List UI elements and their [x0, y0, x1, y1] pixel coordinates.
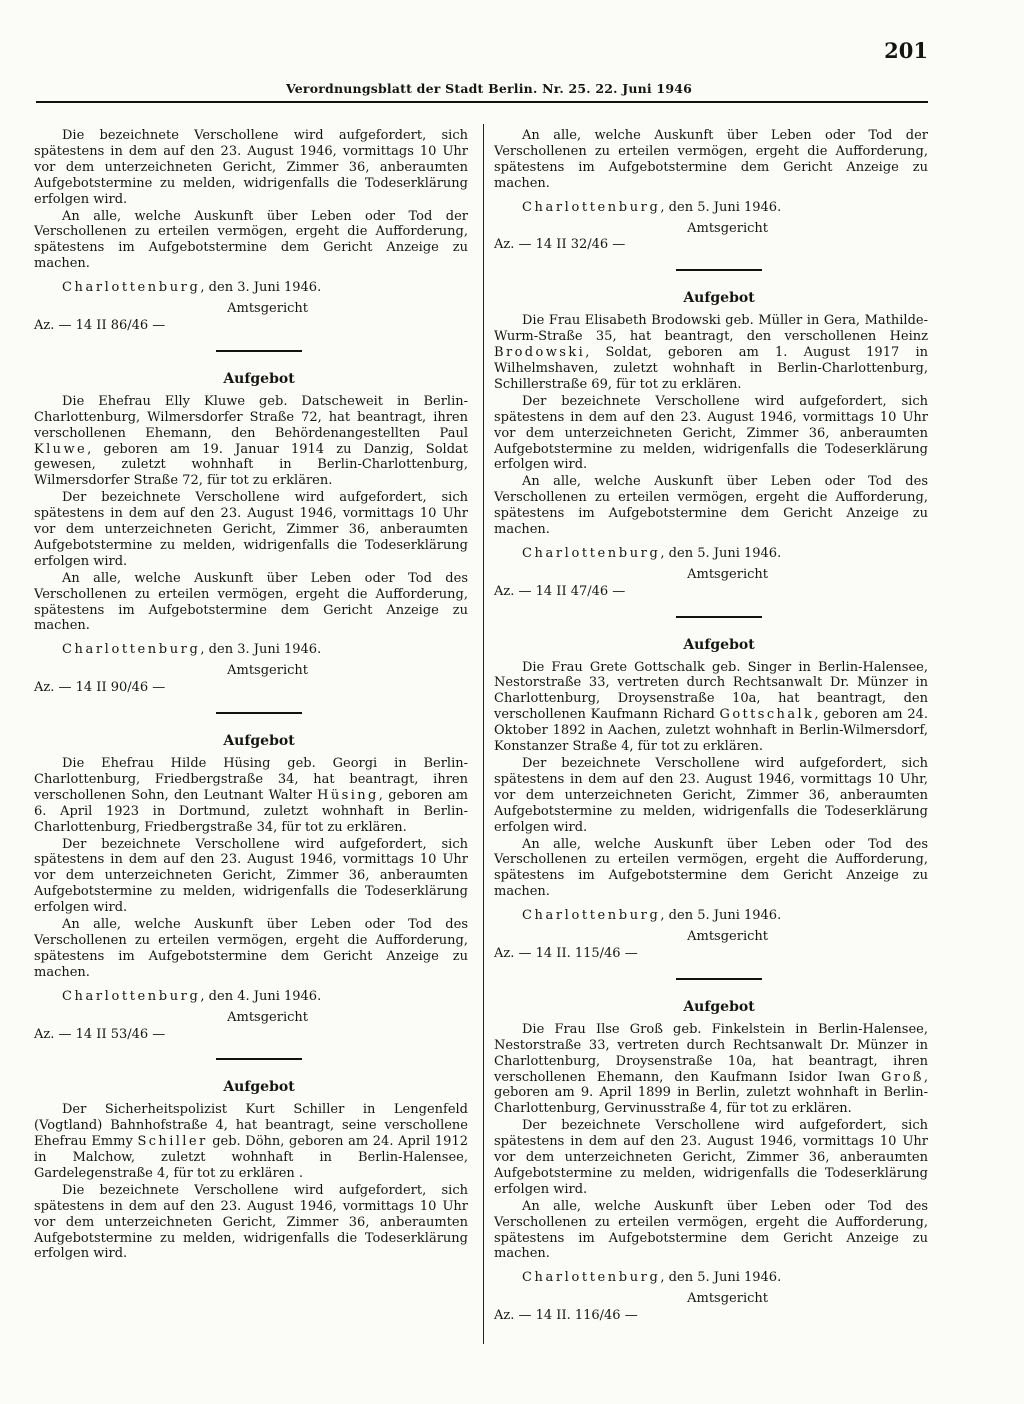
- place-name: Charlottenburg: [522, 1270, 661, 1286]
- date-line: [494, 200, 928, 216]
- court-name: Amtsgericht: [687, 566, 768, 582]
- missing-person-name: Schiller: [137, 1134, 208, 1150]
- information-paragraph: An alle, welche Auskunft über Leben oder Tod des Verschollenen zu erteilen vermögen, ergeht die Aufforderung, spätestens im Aufgebotstermine dem Gericht Anzeige zu machen.: [494, 836, 928, 900]
- notice-continuation: [34, 128, 468, 352]
- information-paragraph: An alle, welche Auskunft über Leben oder Tod des Verschollenen zu erteilen vermögen, ergeht die Aufforderung, spätestens im Aufgebotstermine dem Gericht Anzeige zu machen.: [494, 474, 928, 538]
- date-line: [34, 989, 468, 1005]
- section-rule: [676, 978, 762, 980]
- date-text: , den 5. Juni 1946.: [660, 908, 782, 924]
- summons-paragraph: Der bezeichnete Verschollene wird aufgefordert, sich spätestens in dem auf den 23. August 1946, vormittags 10 Uhr vor dem unterzeichneten Gericht, Zimmer 36, anberaumten Aufgebotstermine zu melden, widrigenfalls die Todeserklärung erfolgen wird.: [34, 490, 468, 569]
- place-name: Charlottenburg: [62, 280, 201, 296]
- information-paragraph: An alle, welche Auskunft über Leben oder Tod der Verschollenen zu erteilen vermögen, ergeht die Aufforderung, spätestens im Aufgebotstermine dem Gericht Anzeige zu machen.: [34, 208, 468, 272]
- court-name: Amtsgericht: [687, 1291, 768, 1307]
- file-reference: Az. — 14 II 53/46 —: [34, 1026, 166, 1042]
- information-paragraph: An alle, welche Auskunft über Leben oder Tod des Verschollenen zu erteilen vermögen, ergeht die Aufforderung, spätestens im Aufgebotstermine dem Gericht Anzeige zu machen.: [34, 570, 468, 634]
- place-name: Charlottenburg: [522, 545, 661, 561]
- court-name: Amtsgericht: [687, 929, 768, 945]
- section-rule: [216, 1058, 302, 1060]
- date-line: [34, 280, 468, 296]
- section-rule: [676, 269, 762, 271]
- information-paragraph: An alle, welche Auskunft über Leben oder Tod des Verschollenen zu erteilen vermögen, ergeht die Aufforderung, spätestens im Aufgebotstermine dem Gericht Anzeige zu machen.: [34, 917, 468, 980]
- petition-text: Die Ehefrau Elly Kluwe geb. Datscheweit in Berlin-Charlottenburg, Wilmersdorfer Straße 72, hat beantragt, ihren verschollenen Ehemann, den Behördenangestellten Paul: [34, 393, 468, 441]
- court-name: Amtsgericht: [227, 301, 308, 317]
- summons-paragraph: Der bezeichnete Verschollene wird aufgefordert, sich spätestens in dem auf den 23. August 1946, vormittags 10 Uhr vor dem unterzeichneten Gericht, Zimmer 36, anberaumten Aufgebotstermine zu melden, widrigenfalls die Todeserklärung erfolgen wird.: [494, 1118, 928, 1197]
- notice-gross: [494, 1000, 928, 1324]
- petition-paragraph: [34, 756, 468, 836]
- missing-person-name: Kluwe: [34, 441, 88, 457]
- petition-text: Die Frau Elisabeth Brodowski geb. Müller in Gera, Mathilde-Wurm-Straße 35, hat beantragt, den verschollenen Heinz: [494, 313, 928, 345]
- notice-schiller: [34, 1080, 468, 1262]
- section-rule: [216, 712, 302, 714]
- missing-person-name: Hüsing: [317, 787, 379, 803]
- petition-text: Die Frau Grete Gottschalk geb. Singer in Berlin-Halensee, Nestorstraße 33, vertreten durch Rechtsanwalt Dr. Münzer in Charlottenburg, Droysenstraße 10a, hat beantragt, den verschollenen Kaufmann Richard: [494, 659, 928, 723]
- summons-paragraph: Die bezeichnete Verschollene wird aufgefordert, sich spätestens in dem auf den 23. August 1946, vormittags 10 Uhr vor dem unterzeichneten Gericht, Zimmer 36, anberaumten Aufgebotstermine zu melden, widrigenfalls die Todeserklärung erfolgen wird.: [34, 128, 468, 207]
- court-name: Amtsgericht: [227, 663, 308, 679]
- summons-paragraph: Der bezeichnete Verschollene wird aufgefordert, sich spätestens in dem auf den 23. August 1946, vormittags 10 Uhr vor dem unterzeichneten Gericht, Zimmer 36, anberaumten Aufgebotstermine zu melden, widrigenfalls die Todeserklärung erfolgen wird.: [34, 836, 468, 916]
- date-text: , den 3. Juni 1946.: [200, 280, 322, 296]
- place-name: Charlottenburg: [522, 199, 661, 215]
- page-number: 201: [884, 38, 928, 63]
- date-text: , den 5. Juni 1946.: [660, 1270, 782, 1286]
- petition-paragraph: [34, 394, 468, 489]
- file-reference: Az. — 14 II 90/46 —: [34, 680, 166, 696]
- date-line: [494, 908, 928, 924]
- left-column: [34, 128, 468, 1262]
- petition-text: Der Sicherheitspolizist Kurt Schiller in Lengenfeld (Vogtland) Bahnhofstraße 4, hat beantragt, seine verschollene Ehefrau Emmy: [34, 1102, 468, 1150]
- information-paragraph: An alle, welche Auskunft über Leben oder Tod der Verschollenen zu erteilen vermögen, ergeht die Aufforderung, spätestens im Aufgebotstermine dem Gericht Anzeige zu machen.: [494, 128, 928, 191]
- running-head: Verordnungsblatt der Stadt Berlin. Nr. 25. 22. Juni 1946: [286, 81, 693, 96]
- petition-text: , geboren am 24. Oktober 1892 in Aachen, zuletzt wohnhaft in Berlin-Wilmersdorf, Konstanzer Straße 4, für tot zu erklären.: [494, 707, 928, 755]
- file-reference: Az. — 14 II 86/46 —: [34, 317, 166, 333]
- notice-huesing: [34, 734, 468, 1060]
- date-text: , den 4. Juni 1946.: [200, 988, 322, 1004]
- notice-continuation: [494, 128, 928, 271]
- notice-title: Aufgebot: [683, 998, 755, 1015]
- section-rule: [676, 616, 762, 618]
- petition-paragraph: [34, 1102, 468, 1182]
- information-paragraph: An alle, welche Auskunft über Leben oder Tod des Verschollenen zu erteilen vermögen, ergeht die Aufforderung, spätestens im Aufgebotstermine dem Gericht Anzeige zu machen.: [494, 1198, 928, 1262]
- file-reference: Az. — 14 II. 115/46 —: [494, 945, 638, 961]
- petition-text: , geboren am 6. April 1923 in Dortmund, zuletzt wohnhaft in Berlin-Charlottenburg, Friedbergstraße 34, für tot zu erklären.: [34, 787, 468, 835]
- missing-person-name: Gottschalk: [719, 707, 815, 723]
- date-line: [34, 642, 468, 658]
- place-name: Charlottenburg: [62, 988, 201, 1004]
- petition-text: , geboren am 19. Januar 1914 zu Danzig, Soldat gewesen, zuletzt wohnhaft in Berlin-Charlottenburg, Wilmersdorfer Straße 72, für tot zu erklären.: [34, 441, 468, 489]
- notice-title: Aufgebot: [223, 1079, 295, 1096]
- court-name: Amtsgericht: [227, 1009, 308, 1025]
- court-name: Amtsgericht: [687, 220, 768, 236]
- section-rule: [216, 350, 302, 352]
- petition-text: , geboren am 9. April 1899 in Berlin, zuletzt wohnhaft in Berlin-Charlottenburg, Gervinusstraße 4, für tot zu erklären.: [494, 1069, 928, 1117]
- summons-paragraph: Die bezeichnete Verschollene wird aufgefordert, sich spätestens in dem auf den 23. August 1946, vormittags 10 Uhr vor dem unterzeichneten Gericht, Zimmer 36, anberaumten Aufgebotstermine zu melden, widrigenfalls die Todeserklärung erfolgen wird.: [34, 1182, 468, 1262]
- notice-title: Aufgebot: [683, 636, 755, 653]
- column-divider: [483, 124, 484, 1344]
- date-text: , den 5. Juni 1946.: [660, 199, 782, 215]
- missing-person-name: Brodowski: [494, 345, 586, 361]
- petition-paragraph: [494, 660, 928, 755]
- petition-text: geb. Döhn, geboren am 24. April 1912 in Malchow, zuletzt wohnhaft in Berlin-Halensee, Gardelegenstraße 4, für tot zu erklären .: [34, 1134, 468, 1181]
- date-line: [494, 1270, 928, 1286]
- file-reference: Az. — 14 II. 116/46 —: [494, 1308, 638, 1324]
- notice-gottschalk: [494, 638, 928, 980]
- file-reference: Az. — 14 II 47/46 —: [494, 583, 626, 599]
- date-line: [494, 546, 928, 562]
- notice-brodowski: [494, 291, 928, 617]
- place-name: Charlottenburg: [522, 908, 661, 924]
- notice-kluwe: [34, 372, 468, 714]
- right-column: [494, 128, 928, 1324]
- petition-paragraph: [494, 313, 928, 393]
- missing-person-name: Groß: [881, 1069, 924, 1085]
- summons-paragraph: Der bezeichnete Verschollene wird aufgefordert, sich spätestens in dem auf den 23. August 1946, vormittags 10 Uhr, vor dem unterzeichneten Gericht, Zimmer 36, anberaumten Aufgebotstermine zu melden, widrigenfalls die Todeserklärung erfolgen wird.: [494, 756, 928, 835]
- place-name: Charlottenburg: [62, 642, 201, 658]
- summons-paragraph: Der bezeichnete Verschollene wird aufgefordert, sich spätestens in dem auf den 23. August 1946, vormittags 10 Uhr vor dem unterzeichneten Gericht, Zimmer 36, anberaumten Aufgebotstermine zu melden, widrigenfalls die Todeserklärung erfolgen wird.: [494, 393, 928, 473]
- petition-text: Die Ehefrau Hilde Hüsing geb. Georgi in Berlin-Charlottenburg, Friedbergstraße 34, hat beantragt, ihren verschollenen Sohn, den Leutnant Walter: [34, 756, 468, 803]
- notice-title: Aufgebot: [223, 370, 295, 387]
- date-text: , den 3. Juni 1946.: [200, 642, 322, 658]
- notice-title: Aufgebot: [683, 290, 755, 307]
- notice-title: Aufgebot: [223, 733, 295, 750]
- file-reference: Az. — 14 II 32/46 —: [494, 237, 626, 253]
- date-text: , den 5. Juni 1946.: [660, 545, 782, 561]
- header-rule: [36, 101, 928, 103]
- petition-text: Die Frau Ilse Groß geb. Finkelstein in Berlin-Halensee, Nestorstraße 33, vertreten durch Rechtsanwalt Dr. Münzer in Charlottenburg, Droysenstraße 10a, hat beantragt, ihren verschollenen Ehemann, den Kaufmann Isidor Iwan: [494, 1021, 928, 1085]
- petition-text: , Soldat, geboren am 1. August 1917 in Wilhelmshaven, zuletzt wohnhaft in Berlin-Charlottenburg, Schillerstraße 69, für tot zu erklären.: [494, 345, 928, 392]
- petition-paragraph: [494, 1022, 928, 1117]
